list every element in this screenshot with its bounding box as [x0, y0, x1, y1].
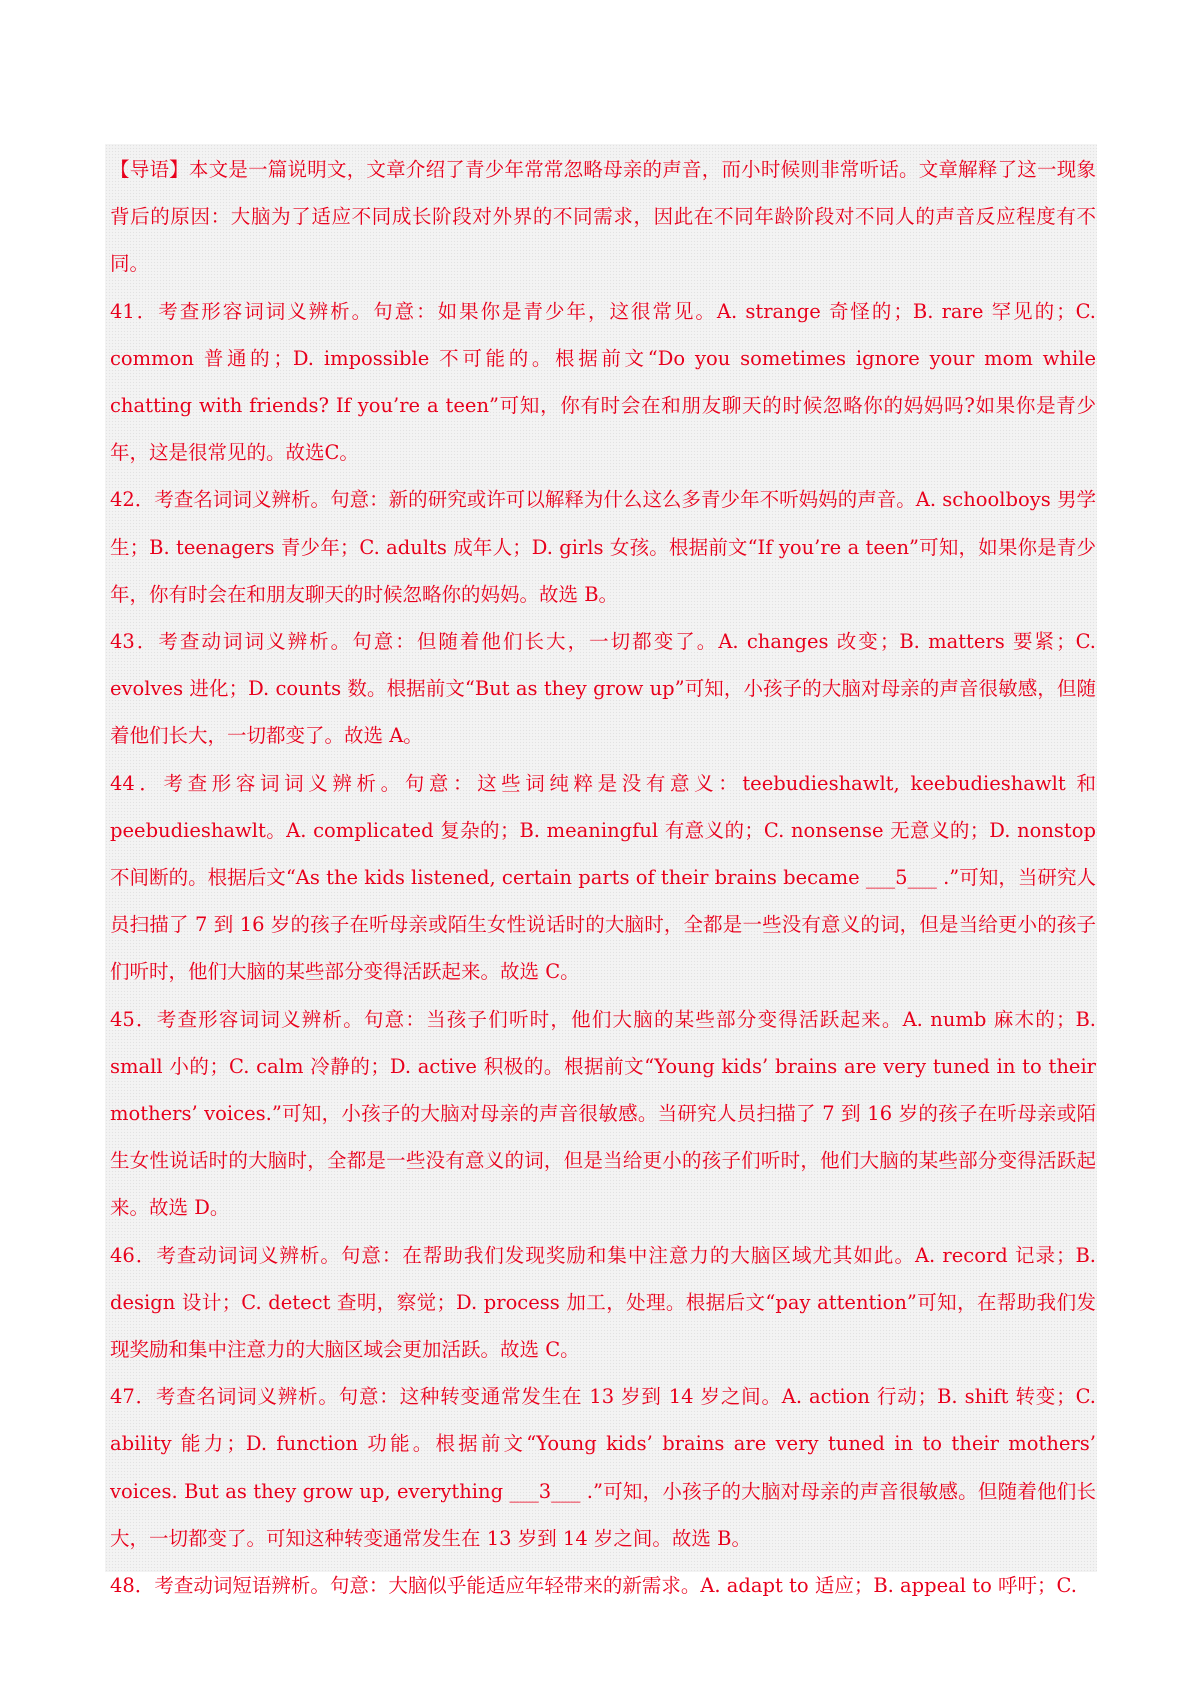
answer-41: 41．考查形容词词义辨析。句意：如果你是青少年，这很常见。A. strange 奇怪的；B. rare 罕见的；C. common 普通的；D. impossible 不可能的。根据前文“Do you sometimes ignore your mom while chatting with friends? If you’re a teen”可知，你有时会在和朋友聊天的时候忽略你的妈妈吗?如果你是青少年，这是很常见的。故选C。 — [110, 299, 1096, 465]
explanation-text — [110, 146, 1096, 1609]
answer-48: 48．考查动词短语辨析。句意：大脑似乎能适应年轻带来的新需求。A. adapt to 适应；B. appeal to 呼吁；C. — [110, 1574, 1077, 1598]
answer-46: 46．考查动词词义辨析。句意：在帮助我们发现奖励和集中注意力的大脑区域尤其如此。A. record 记录；B. design 设计；C. detect 查明，察觉；D. process 加工，处理。根据后文“pay attention”可知，在帮助我们发现奖励和集中注意力的大脑区域会更加活跃。故选 C。 — [110, 1243, 1096, 1362]
answer-47: 47．考查名词词义辨析。句意：这种转变通常发生在 13 岁到 14 岁之间。A. action 行动；B. shift 转变；C. ability 能力；D. function 功能。根据前文“Young kids’ brains are very tuned in to their mothers’ voices. But as they grow up, everything ___3___ .”可知，小孩子的大脑对母亲的声音很敏感。但随着他们长大，一切都变了。可知这种转变通常发生在 13 岁到 14 岁之间。故选 B。 — [110, 1385, 1096, 1550]
intro-paragraph: 【导语】本文是一篇说明文，文章介绍了青少年常常忽略母亲的声音，而小时候则非常听话。文章解释了这一现象背后的原因：大脑为了适应不同成长阶段对外界的不同需求，因此在不同年龄阶段对不同人的声音反应程度有不同。 — [110, 158, 1096, 276]
answer-45: 45．考查形容词词义辨析。句意：当孩子们听时，他们大脑的某些部分变得活跃起来。A. numb 麻木的；B. small 小的；C. calm 冷静的；D. active 积极的。根据前文“Young kids’ brains are very tuned in to their mothers’ voices.”可知，小孩子的大脑对母亲的声音很敏感。当研究人员扫描了 7 到 16 岁的孩子在听母亲或陌生女性说话时的大脑时，全都是一些没有意义的词，但是当给更小的孩子们听时，他们大脑的某些部分变得活跃起来。故选 D。 — [110, 1007, 1096, 1220]
answer-42: 42．考查名词词义辨析。句意：新的研究或许可以解释为什么这么多青少年不听妈妈的声音。A. schoolboys 男学生；B. teenagers 青少年；C. adults 成年人；D. girls 女孩。根据前文“If you’re a teen”可知，如果你是青少年，你有时会在和朋友聊天的时候忽略你的妈妈。故选 B。 — [110, 488, 1096, 606]
answer-44: 44．考查形容词词义辨析。句意：这些词纯粹是没有意义：teebudieshawlt, keebudieshawlt 和 peebudieshawlt。A. complicated 复杂的；B. meaningful 有意义的；C. nonsense 无意义的；D. nonstop 不间断的。根据后文“As the kids listened, certain parts of their brains became ___5___ .”可知，当研究人员扫描了 7 到 16 岁的孩子在听母亲或陌生女性说话时的大脑时，全都是一些没有意义的词，但是当给更小的孩子们听时，他们大脑的某些部分变得活跃起来。故选 C。 — [110, 771, 1096, 984]
answer-43: 43．考查动词词义辨析。句意：但随着他们长大，一切都变了。A. changes 改变；B. matters 要紧；C. evolves 进化；D. counts 数。根据前文“But as they grow up”可知，小孩子的大脑对母亲的声音很敏感，但随着他们长大，一切都变了。故选 A。 — [110, 630, 1096, 748]
